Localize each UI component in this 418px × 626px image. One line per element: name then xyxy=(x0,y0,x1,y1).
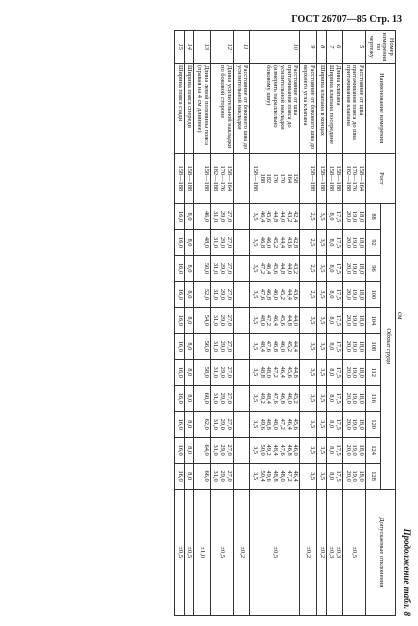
row-value: 3,5 xyxy=(300,307,316,333)
row-value: 27,0 29,0 31,0 xyxy=(210,204,233,230)
row-value: 60,0 xyxy=(194,385,210,411)
row-value: 3,5 xyxy=(300,411,316,437)
row-value xyxy=(233,333,249,359)
row-value: 18,0 19,0 20,0 xyxy=(342,385,365,411)
row-value: 27,0 29,0 31,0 xyxy=(210,307,233,333)
row-value: 3,5 xyxy=(316,359,326,385)
row-value: 18,0 19,0 20,0 xyxy=(342,437,365,463)
row-value: 16,0 xyxy=(174,437,184,463)
row-number: 8 xyxy=(316,31,326,64)
row-value: 52,0 xyxy=(194,281,210,307)
row-number: 14 xyxy=(184,31,194,64)
row-name: Ширина клапана в концах xyxy=(316,63,326,153)
table-body xyxy=(174,31,365,616)
row-value: 17,5 8,0 xyxy=(326,437,342,463)
row-heights: 158—164 170—176 182—188 xyxy=(342,153,365,204)
row-value: 45,6 46,4 47,2 48,0 48,8 49,6 3,5 xyxy=(250,411,300,437)
row-value: 17,5 8,0 xyxy=(326,463,342,489)
row-value: 8,0 xyxy=(184,281,194,307)
col-group-header: Обхват груди xyxy=(381,204,396,489)
standard-number: ГОСТ 26707—85 xyxy=(291,14,367,25)
row-value: 54,0 xyxy=(194,307,210,333)
row-value: 58,0 xyxy=(194,359,210,385)
row-heights: 158—188 xyxy=(174,153,184,204)
table-row xyxy=(194,31,210,616)
row-value xyxy=(233,463,249,489)
table-row xyxy=(342,31,365,616)
row-value xyxy=(233,230,249,256)
table-row xyxy=(326,31,342,616)
row-name: Ширина пояса спереди xyxy=(184,63,194,153)
row-value: 17,5 8,0 xyxy=(326,307,342,333)
row-name: Расстояние от шва притачивания пояса до усилительной накладки (измерять параллельно боковому шву) xyxy=(250,63,300,153)
rotated-table-area xyxy=(52,30,412,620)
row-value: 17,5 8,0 xyxy=(326,204,342,230)
row-value: 17,5 8,0 xyxy=(326,281,342,307)
row-value: 16,0 xyxy=(174,255,184,281)
row-value: 3,5 xyxy=(300,437,316,463)
table-header-row xyxy=(381,31,396,616)
table-row xyxy=(250,31,300,616)
row-value: 17,5 8,0 xyxy=(326,385,342,411)
row-value: 8,0 xyxy=(184,255,194,281)
row-value: 3,5 xyxy=(316,437,326,463)
row-value: 27,0 29,0 31,0 xyxy=(210,230,233,256)
row-tolerance: ±0,5 xyxy=(250,489,300,615)
row-value: 3,5 xyxy=(300,333,316,359)
row-value: 3,5 xyxy=(316,204,326,230)
row-value: 8,0 xyxy=(184,230,194,256)
row-value: 27,0 29,0 31,0 xyxy=(210,385,233,411)
row-heights: 158—188 xyxy=(184,153,194,204)
row-value: 48,0 xyxy=(194,230,210,256)
size-header-cell: 96 xyxy=(366,255,381,281)
row-number: 5 xyxy=(342,31,365,64)
row-value: 64,0 xyxy=(194,437,210,463)
row-name: Длина левой половины пояса (правая на 4 см длиннее) xyxy=(194,63,210,153)
col-tolerance-header: Допускаемые отклонения xyxy=(366,489,396,615)
row-value: 17,5 8,0 xyxy=(326,411,342,437)
row-number: 13 xyxy=(194,31,210,64)
row-value: 8,0 xyxy=(184,204,194,230)
row-value: 44,4 45,2 46,0 46,8 47,6 48,4 3,5 xyxy=(250,333,300,359)
row-value: 43,2 44,0 44,8 45,6 46,4 47,2 3,5 xyxy=(250,255,300,281)
table-row xyxy=(210,31,233,616)
row-value: 50,0 xyxy=(194,255,210,281)
row-value: 16,0 xyxy=(174,307,184,333)
size-header-cell: 112 xyxy=(366,359,381,385)
row-value: 27,0 29,0 31,0 xyxy=(210,411,233,437)
row-value: 46,4 47,2 48,0 48,8 49,6 50,4 3,5 xyxy=(250,463,300,489)
row-value: 27,0 29,0 31,0 xyxy=(210,255,233,281)
row-value xyxy=(233,385,249,411)
row-heights: 158 164 170 176 182 188 158—188 xyxy=(250,153,300,204)
row-value: 42,4 43,2 44,0 44,8 45,6 46,4 3,5 xyxy=(250,204,300,230)
row-value: 3,5 xyxy=(316,385,326,411)
row-heights: 158—188 xyxy=(300,153,316,204)
row-number: 12 xyxy=(210,31,233,64)
row-value: 3,5 xyxy=(300,359,316,385)
row-number: 15 xyxy=(174,31,184,64)
row-value: 8,0 xyxy=(184,463,194,489)
row-value: 27,0 29,0 31,0 xyxy=(210,359,233,385)
row-value: 2,5 xyxy=(300,281,316,307)
row-tolerance: ±1,0 xyxy=(194,489,210,615)
size-header-cell: 100 xyxy=(366,281,381,307)
row-value xyxy=(233,437,249,463)
size-header-cell: 124 xyxy=(366,437,381,463)
row-heights xyxy=(233,153,249,204)
rotated-content xyxy=(52,30,412,620)
row-value: 17,5 8,0 xyxy=(326,359,342,385)
col-name-header: Наименование измерения xyxy=(366,63,396,153)
row-value: 18,0 19,0 20,0 xyxy=(342,333,365,359)
size-header-cell: 120 xyxy=(366,411,381,437)
row-value: 18,0 19,0 20,0 xyxy=(342,307,365,333)
row-value: 16,0 xyxy=(174,463,184,489)
row-value xyxy=(233,255,249,281)
table-row xyxy=(316,31,326,616)
row-value: 66,0 xyxy=(194,463,210,489)
row-value xyxy=(233,307,249,333)
row-value xyxy=(233,281,249,307)
row-value: 62,0 xyxy=(194,411,210,437)
size-header-cell: 116 xyxy=(366,385,381,411)
row-name: Длина клапана Ширина клапана посередине xyxy=(326,63,342,153)
row-value: 8,0 xyxy=(184,437,194,463)
row-value: 44,0 44,8 45,6 46,4 47,2 48,0 3,5 xyxy=(250,307,300,333)
row-number: 10 xyxy=(250,31,300,64)
row-tolerance: ±0,3 ±0,3 xyxy=(326,489,342,615)
row-name: Ширина пояса сзади xyxy=(174,63,184,153)
row-value: 3,5 xyxy=(316,463,326,489)
row-value: 16,0 xyxy=(174,359,184,385)
row-value: 3,5 xyxy=(316,281,326,307)
row-value: 46,0 xyxy=(194,204,210,230)
row-tolerance: ±0,2 xyxy=(316,489,326,615)
row-value: 8,0 xyxy=(184,359,194,385)
row-value: 3,5 xyxy=(316,333,326,359)
row-value: 18,0 19,0 20,0 xyxy=(342,255,365,281)
row-value: 18,0 19,0 20,0 xyxy=(342,204,365,230)
row-value: 8,0 xyxy=(184,333,194,359)
row-heights: 158—188 xyxy=(316,153,326,204)
table-row xyxy=(174,31,184,616)
row-value: 18,0 19,0 20,0 xyxy=(342,463,365,489)
row-value: 16,0 xyxy=(174,230,184,256)
row-tolerance: ±0,5 xyxy=(210,489,233,615)
row-value: 16,0 xyxy=(174,411,184,437)
row-value xyxy=(233,359,249,385)
row-value xyxy=(233,411,249,437)
row-value: 27,0 29,0 31,0 xyxy=(210,333,233,359)
row-tolerance: ±0,2 xyxy=(300,489,316,615)
row-value: 8,0 xyxy=(184,307,194,333)
row-value: 3,5 xyxy=(316,255,326,281)
row-name: Расстояние от бокового шва до верхнего угла клапана xyxy=(300,63,316,153)
table-row xyxy=(233,31,249,616)
row-name: Расстояние от бокового шва до усилительной накладки xyxy=(233,63,249,153)
row-tolerance: ±0,5 xyxy=(342,489,365,615)
row-name: Длина усилительной накладки по боковой стороне xyxy=(210,63,233,153)
row-tolerance: ±0,5 xyxy=(184,489,194,615)
measurement-table xyxy=(174,30,396,616)
row-value: 3,5 xyxy=(316,230,326,256)
row-value: 16,0 xyxy=(174,204,184,230)
row-name: Расстояние от шва притачивания пояса до шва притачивания клапана xyxy=(342,63,365,153)
row-value: 17,5 8,0 xyxy=(326,255,342,281)
row-tolerance: ±0,2 xyxy=(233,489,249,615)
row-value: 2,5 xyxy=(300,230,316,256)
table-continuation-caption: Продолжение табл. 8 xyxy=(402,528,412,616)
row-value: 56,0 xyxy=(194,333,210,359)
row-number: 6 7 xyxy=(326,31,342,64)
row-value: 45,2 46,0 46,8 47,6 48,4 49,2 3,5 xyxy=(250,385,300,411)
row-value: 8,0 xyxy=(184,411,194,437)
page-header xyxy=(291,14,402,25)
col-height-header: Рост xyxy=(366,153,396,204)
row-value: 18,0 19,0 20,0 xyxy=(342,281,365,307)
row-value: 44,8 45,6 46,4 47,2 48,0 48,8 3,5 xyxy=(250,359,300,385)
row-value: 42,8 43,6 44,4 45,2 46,0 46,8 3,5 xyxy=(250,230,300,256)
row-value: 27,0 29,0 31,0 xyxy=(210,463,233,489)
row-value: 43,6 44,4 45,2 46,0 46,8 47,6 3,5 xyxy=(250,281,300,307)
row-number: 9 xyxy=(300,31,316,64)
row-value: 46,0 46,8 47,6 48,4 49,2 50,0 3,5 xyxy=(250,437,300,463)
table-row xyxy=(300,31,316,616)
size-header-cell: 92 xyxy=(366,230,381,256)
row-value: 2,5 xyxy=(300,204,316,230)
row-value: 16,0 xyxy=(174,281,184,307)
row-number: 11 xyxy=(233,31,249,64)
row-value: 3,5 xyxy=(300,463,316,489)
unit-label: см xyxy=(396,312,404,320)
size-header-cell: 108 xyxy=(366,333,381,359)
row-value: 3,5 xyxy=(316,307,326,333)
row-value: 2,5 xyxy=(300,255,316,281)
page-label: Стр. xyxy=(369,14,390,25)
row-value: 3,5 xyxy=(316,411,326,437)
row-heights: 158—188 xyxy=(194,153,210,204)
size-header-cell: 128 xyxy=(366,463,381,489)
row-value: 17,5 8,0 xyxy=(326,333,342,359)
page-number: 13 xyxy=(392,14,402,25)
row-value: 16,0 xyxy=(174,385,184,411)
row-value: 18,0 19,0 20,0 xyxy=(342,230,365,256)
row-value xyxy=(233,204,249,230)
row-value: 3,5 xyxy=(300,385,316,411)
col-num-header: Номер измерения по чертежу xyxy=(366,31,396,64)
table-row xyxy=(184,31,194,616)
row-value: 27,0 29,0 31,0 xyxy=(210,281,233,307)
row-value: 18,0 19,0 20,0 xyxy=(342,359,365,385)
row-heights: 158—188 158—188 xyxy=(326,153,342,204)
row-value: 16,0 xyxy=(174,333,184,359)
row-value: 18,0 19,0 20,0 xyxy=(342,411,365,437)
row-heights: 158—164 170—176 182—188 xyxy=(210,153,233,204)
size-header-cell: 88 xyxy=(366,204,381,230)
row-value: 27,0 29,0 31,0 xyxy=(210,437,233,463)
row-value: 17,5 8,0 xyxy=(326,230,342,256)
row-value: 8,0 xyxy=(184,385,194,411)
row-tolerance: ±0,5 xyxy=(174,489,184,615)
size-header-cell: 104 xyxy=(366,307,381,333)
